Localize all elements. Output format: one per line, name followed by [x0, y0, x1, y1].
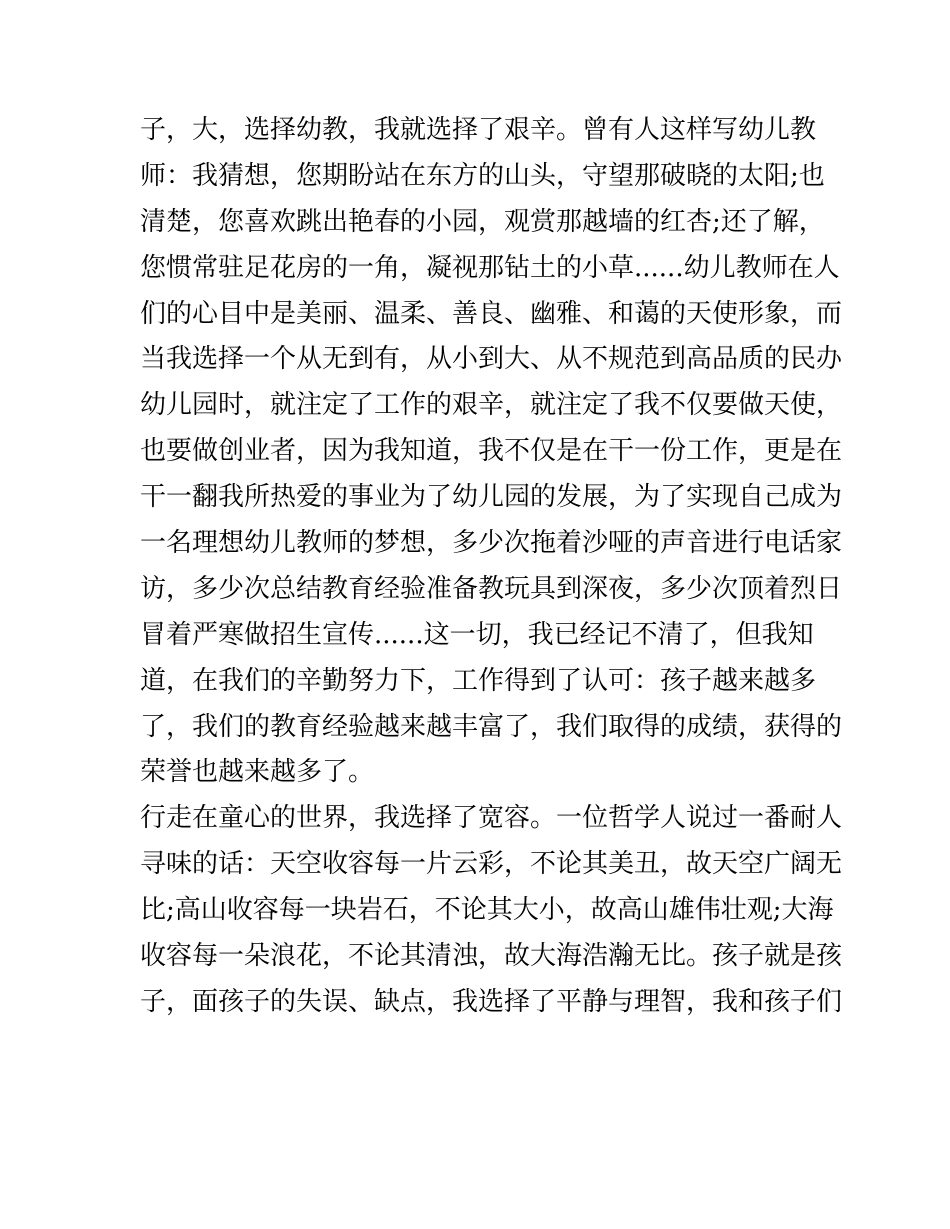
text-line-9: 干一翻我所热爱的事业为了幼儿园的发展，为了实现自己成为: [140, 482, 843, 513]
text-line-18: 比;高山收容每一块岩石，不论其大小，故高山雄伟壮观;大海: [140, 895, 834, 926]
text-line-1: 子，大，选择幼教，我就选择了艰辛。曾有人这样写幼儿教: [140, 115, 817, 145]
text-line-3: 清楚，您喜欢跳出艳春的小园，观赏那越墙的红杏;还了解，: [140, 206, 825, 237]
text-line-17: 寻味的话：天空收容每一片云彩，不论其美丑，故天空广阔无: [140, 849, 843, 880]
text-line-7: 幼儿园时，就注定了工作的艰辛，就注定了我不仅要做天使，: [140, 390, 843, 421]
text-line-5: 们的心目中是美丽、温柔、善良、幽雅、和蔼的天使形象，而: [140, 298, 843, 329]
text-line-10: 一名理想幼儿教师的梦想，多少次拖着沙哑的声音进行电话家: [140, 528, 843, 559]
text-line-8: 也要做创业者，因为我知道，我不仅是在干一份工作，更是在: [140, 436, 843, 467]
text-line-4: 您惯常驻足花房的一角，凝视那钻土的小草......幼儿教师在人: [140, 252, 840, 283]
text-line-11: 访，多少次总结教育经验准备教玩具到深夜，多少次顶着烈日: [140, 573, 843, 604]
text-line-16: 行走在童心的世界，我选择了宽容。一位哲学人说过一番耐人: [140, 803, 843, 834]
text-line-15: 荣誉也越来越多了。: [140, 757, 375, 788]
body-text: [140, 108, 843, 1026]
text-line-2: 师：我猜想，您期盼站在东方的山头，守望那破晓的太阳;也: [140, 160, 825, 191]
text-line-13: 道，在我们的辛勤努力下，工作得到了认可：孩子越来越多: [140, 665, 817, 696]
text-line-6: 当我选择一个从无到有，从小到大、从不规范到高品质的民办: [140, 344, 843, 375]
text-line-19: 收容每一朵浪花，不论其清浊，故大海浩瀚无比。孩子就是孩: [140, 941, 843, 972]
text-line-14: 了，我们的教育经验越来越丰富了，我们取得的成绩，获得的: [140, 711, 843, 742]
text-line-20: 子，面孩子的失误、缺点，我选择了平静与理智，我和孩子们: [140, 986, 843, 1017]
text-line-12: 冒着严寒做招生宣传......这一切，我已经记不清了，但我知: [140, 619, 814, 650]
